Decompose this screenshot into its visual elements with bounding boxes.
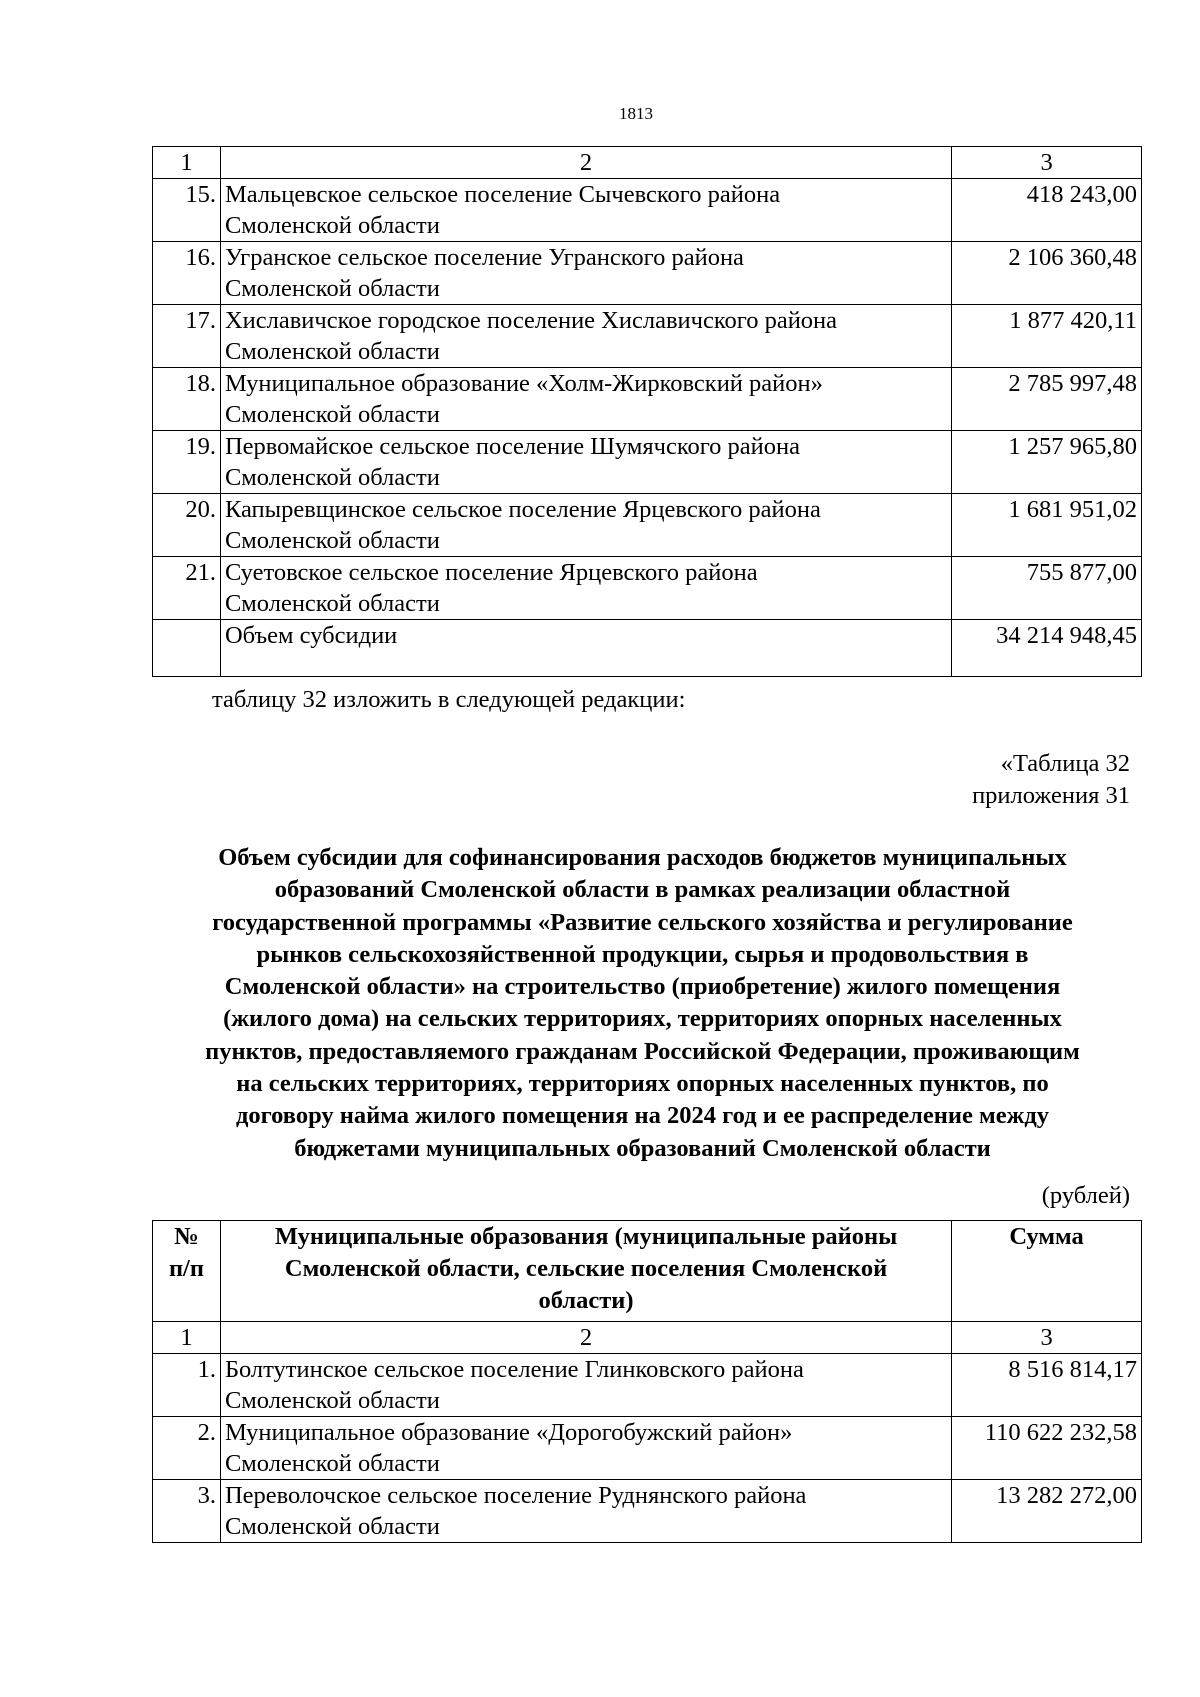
municipality-name: [220, 1354, 951, 1417]
name-line: Угранское сельское поселение Угранского района: [224, 244, 744, 271]
name-line: Смоленской области: [224, 1513, 440, 1540]
header-text: области): [538, 1287, 634, 1314]
subsidy-table-continued: [152, 146, 1142, 677]
title-line: (жилого дома) на сельских территориях, территориях опорных населенных: [223, 1005, 1062, 1033]
name-line: Муниципальное образование «Холм-Жирковский район»: [224, 370, 823, 397]
row-sum: 2 106 360,48: [952, 242, 1142, 305]
row-sum: 1 877 420,11: [952, 305, 1142, 368]
column-number-row: [153, 147, 1142, 179]
row-number: 1.: [153, 1354, 221, 1417]
name-line: Смоленской области: [224, 464, 440, 491]
header-text: №: [174, 1223, 199, 1250]
column-number: 1: [153, 147, 221, 179]
table-row: [153, 431, 1142, 494]
row-sum: 418 243,00: [952, 179, 1142, 242]
header-row: [153, 1221, 1142, 1322]
title-line: Смоленской области» на строительство (приобретение) жилого помещения: [224, 973, 1061, 1001]
municipality-name: [220, 557, 951, 620]
name-line: Капыревщинское сельское поселение Ярцевского района: [224, 496, 821, 523]
total-row: [153, 620, 1142, 677]
table-reference-line: приложения 31: [972, 782, 1130, 809]
row-number: 3.: [153, 1480, 221, 1543]
row-number: 20.: [153, 494, 221, 557]
municipality-name: [220, 242, 951, 305]
name-line: Смоленской области: [224, 1387, 440, 1414]
name-line: Смоленской области: [224, 1450, 440, 1477]
name-line: Смоленской области: [224, 527, 440, 554]
municipality-name: [220, 305, 951, 368]
table-title: [140, 842, 1145, 1165]
name-line: Суетовское сельское поселение Ярцевского района: [224, 559, 758, 586]
row-sum: 110 622 232,58: [952, 1417, 1142, 1480]
name-line: Мальцевское сельское поселение Сычевского района: [224, 181, 781, 208]
row-number: 17.: [153, 305, 221, 368]
table-reference-line: «Таблица 32: [1000, 750, 1130, 777]
table-row: [153, 557, 1142, 620]
total-empty-cell: [153, 620, 221, 677]
row-sum: 755 877,00: [952, 557, 1142, 620]
municipality-name: [220, 494, 951, 557]
column-number: 1: [153, 1322, 221, 1354]
table-row: [153, 494, 1142, 557]
row-sum: 13 282 272,00: [952, 1480, 1142, 1543]
units-label: (рублей): [1041, 1182, 1130, 1209]
subsidy-table-32: [152, 1220, 1142, 1543]
table-row: [153, 305, 1142, 368]
total-sum: 34 214 948,45: [952, 620, 1142, 677]
table-header: [153, 1221, 1142, 1322]
name-line: Переволочское сельское поселение Руднянского района: [224, 1482, 807, 1509]
municipality-name: [220, 1417, 951, 1480]
title-line: на сельских территориях, территориях опорных населенных пунктов, по: [236, 1070, 1049, 1098]
name-line: Смоленской области: [224, 275, 440, 302]
municipality-name: [220, 431, 951, 494]
table-row: [153, 179, 1142, 242]
row-sum: 2 785 997,48: [952, 368, 1142, 431]
municipality-name: [220, 368, 951, 431]
name-line: Первомайское сельское поселение Шумячского района: [224, 433, 801, 460]
title-line: рынков сельскохозяйственной продукции, сырья и продовольствия в: [256, 940, 1029, 968]
name-line: Смоленской области: [224, 338, 440, 365]
column-number-row: [153, 1322, 1142, 1354]
name-line: Хиславичское городское поселение Хиславичского района: [224, 307, 838, 334]
total-label: Объем субсидии: [220, 620, 951, 677]
name-line: Смоленской области: [224, 401, 440, 428]
name-line: Болтутинское сельское поселение Глинковского района: [224, 1356, 804, 1383]
title-line: государственной программы «Развитие сельского хозяйства и регулирование: [212, 908, 1073, 936]
instruction-text: таблицу 32 изложить в следующей редакции:: [212, 686, 686, 713]
header-number: [153, 1221, 221, 1322]
row-sum: 8 516 814,17: [952, 1354, 1142, 1417]
page-number: 1813: [619, 104, 653, 123]
row-number: 16.: [153, 242, 221, 305]
row-number: 2.: [153, 1417, 221, 1480]
title-line: Объем субсидии для софинансирования расходов бюджетов муниципальных: [218, 844, 1067, 871]
title-line: пунктов, предоставляемого гражданам Российской Федерации, проживающим: [205, 1037, 1080, 1065]
table-body: [153, 147, 1142, 677]
column-number: 3: [952, 147, 1142, 179]
row-number: 18.: [153, 368, 221, 431]
column-number: 3: [952, 1322, 1142, 1354]
row-sum: 1 257 965,80: [952, 431, 1142, 494]
row-number: 21.: [153, 557, 221, 620]
row-number: 15.: [153, 179, 221, 242]
table-body: [153, 1322, 1142, 1543]
name-line: Смоленской области: [224, 590, 440, 617]
header-text: п/п: [168, 1255, 204, 1282]
column-number: 2: [220, 147, 951, 179]
table-reference: [972, 748, 1130, 812]
header-text: Муниципальные образования (муниципальные районы: [274, 1223, 898, 1250]
table-row: [153, 1354, 1142, 1417]
header-municipality: [220, 1221, 951, 1322]
table-row: [153, 242, 1142, 305]
title-line: бюджетами муниципальных образований Смоленской области: [294, 1134, 991, 1162]
row-number: 19.: [153, 431, 221, 494]
table-row: [153, 1480, 1142, 1543]
municipality-name: [220, 1480, 951, 1543]
table-row: [153, 368, 1142, 431]
name-line: Смоленской области: [224, 212, 440, 239]
table-row: [153, 1417, 1142, 1480]
title-line: договору найма жилого помещения на 2024 год и ее распределение между: [235, 1102, 1049, 1130]
column-number: 2: [220, 1322, 951, 1354]
municipality-name: [220, 179, 951, 242]
row-sum: 1 681 951,02: [952, 494, 1142, 557]
title-line: образований Смоленской области в рамках реализации областной: [274, 876, 1011, 904]
header-sum: Сумма: [952, 1221, 1142, 1322]
header-text: Смоленской области, сельские поселения Смоленской: [284, 1255, 888, 1282]
name-line: Муниципальное образование «Дорогобужский район»: [224, 1419, 793, 1446]
